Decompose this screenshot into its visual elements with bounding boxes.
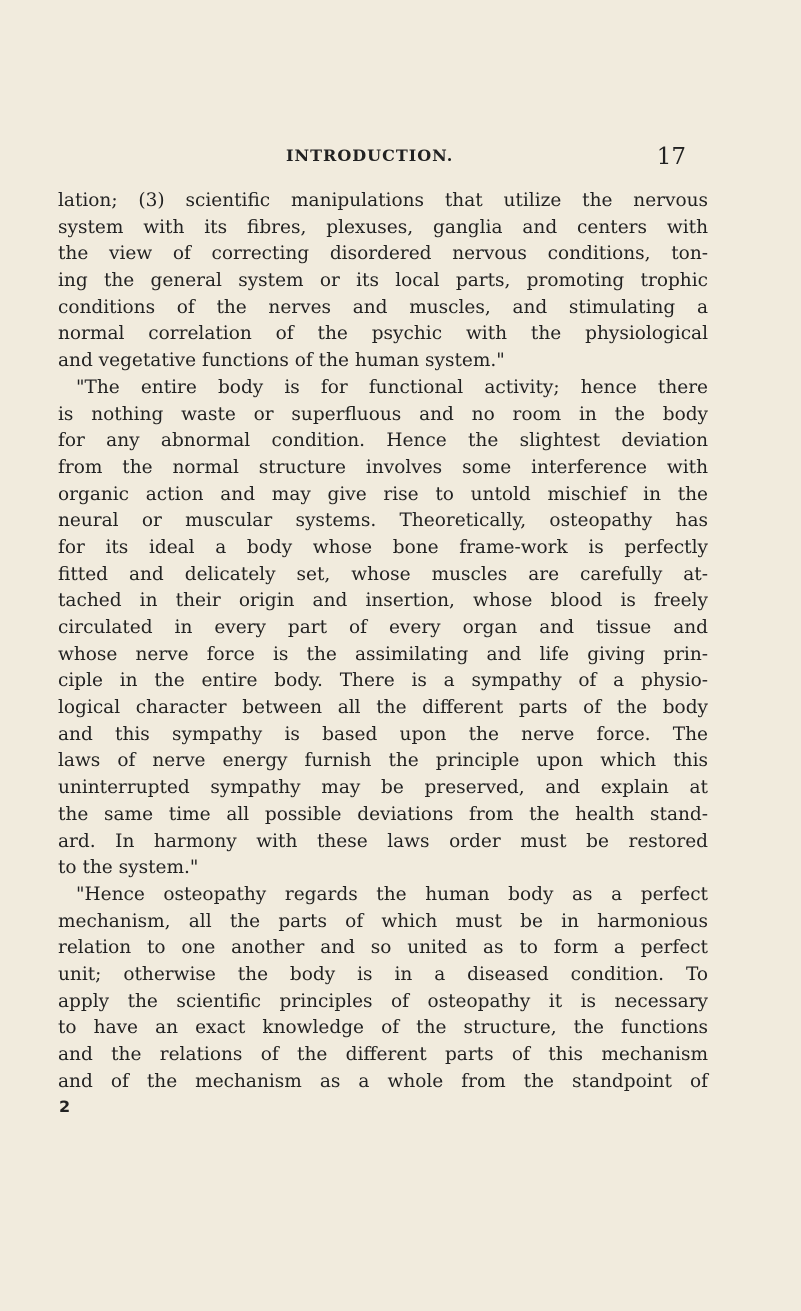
text-line: tached in their origin and insertion, whose blood is freely: [58, 590, 708, 612]
text-line: apply the scientific principles of osteopathy it is necessary: [58, 990, 708, 1012]
text-line: ing the general system or its local parts, promoting trophic: [58, 270, 708, 292]
text-line: organic action and may give rise to untold mischief in the: [58, 483, 708, 505]
text-line: is nothing waste or superfluous and no room in the body: [58, 403, 708, 425]
text-line: mechanism, all the parts of which must be in harmonious: [58, 910, 708, 932]
text-line: unit; otherwise the body is in a diseased condition. To: [58, 963, 708, 985]
text-line: fitted and delicately set, whose muscles are carefully at-: [58, 563, 708, 585]
text-line: whose nerve force is the assimilating and life giving prin-: [58, 643, 708, 665]
text-line: to the system.": [58, 857, 199, 879]
text-line: and of the mechanism as a whole from the standpoint of: [58, 1070, 708, 1092]
text-line: neural or muscular systems. Theoretically, osteopathy has: [58, 510, 708, 532]
body-text: [58, 188, 708, 1095]
signature-mark: 2: [59, 1097, 71, 1116]
text-line: normal correlation of the psychic with the physiological: [58, 323, 708, 345]
text-line: system with its fibres, plexuses, ganglia and centers with: [58, 216, 708, 238]
text-line: to have an exact knowledge of the structure, the functions: [58, 1017, 708, 1039]
text-line: and vegetative functions of the human system.": [58, 350, 505, 372]
text-line: uninterrupted sympathy may be preserved, and explain at: [58, 777, 708, 799]
text-line: lation; (3) scientific manipulations that utilize the nervous: [58, 190, 708, 211]
text-line: for its ideal a body whose bone frame-work is perfectly: [58, 536, 708, 558]
running-head: INTRODUCTION.: [286, 146, 454, 165]
text-line: relation to one another and so united as to form a perfect: [58, 937, 708, 959]
text-line: the view of correcting disordered nervous conditions, ton-: [58, 243, 708, 265]
text-line: "The entire body is for functional activity; hence there: [76, 376, 708, 398]
text-line: ciple in the entire body. There is a sympathy of a physio-: [58, 670, 708, 692]
text-line: logical character between all the different parts of the body: [58, 697, 708, 719]
text-line: conditions of the nerves and muscles, and stimulating a: [58, 296, 708, 318]
text-line: "Hence osteopathy regards the human body as a perfect: [76, 883, 708, 905]
text-line: and the relations of the different parts of this mechanism: [58, 1044, 708, 1065]
text-line: circulated in every part of every organ and tissue and: [58, 617, 708, 638]
text-line: for any abnormal condition. Hence the slightest deviation: [58, 430, 708, 452]
text-line: ard. In harmony with these laws order must be restored: [58, 830, 708, 852]
text-line: laws of nerve energy furnish the principle upon which this: [58, 750, 708, 772]
text-line: the same time all possible deviations from the health stand-: [58, 803, 708, 825]
text-line: from the normal structure involves some interference with: [58, 456, 708, 478]
page-number: 17: [656, 144, 686, 170]
text-line: and this sympathy is based upon the nerve force. The: [58, 723, 708, 745]
page-header: [286, 146, 686, 176]
